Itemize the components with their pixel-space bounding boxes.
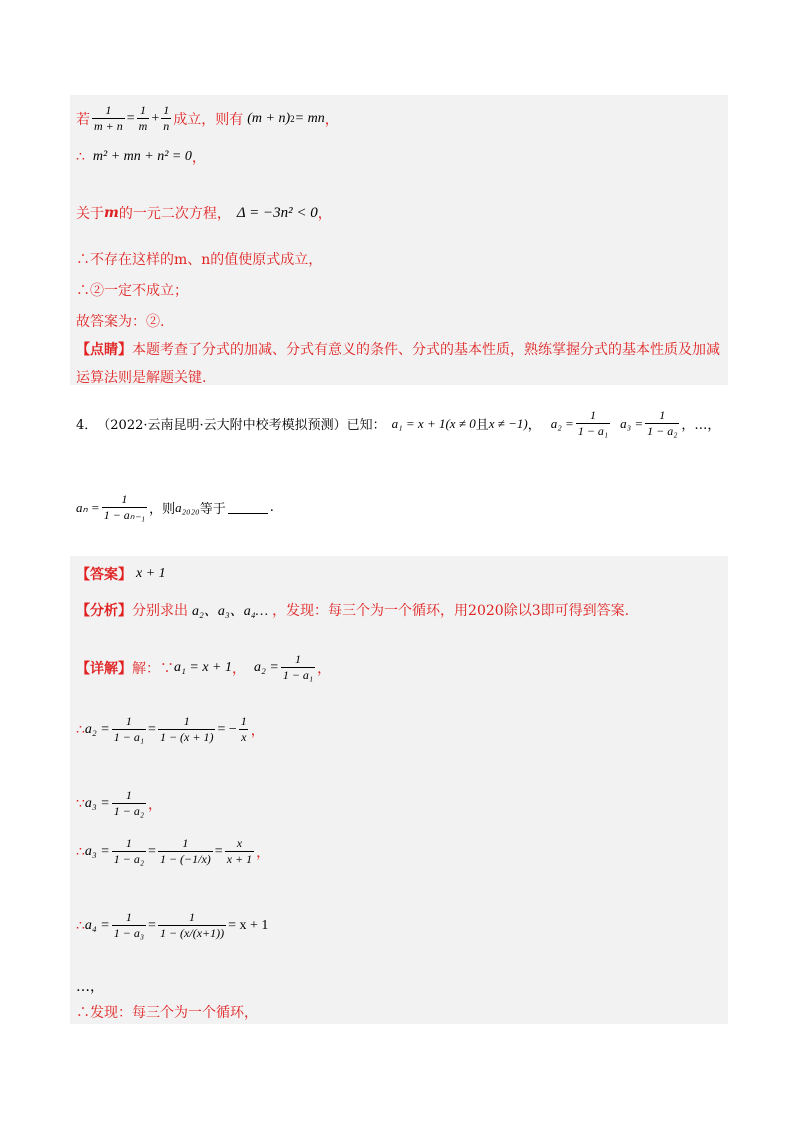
math-text: = x + 1 [228,917,269,933]
step-6 [76,1002,258,1022]
equals: = [126,110,135,126]
numerator: 1 [105,103,112,117]
detail-line [76,652,331,683]
text: 若 [76,111,90,128]
fraction [137,103,150,134]
tag: 【点睛】 [76,342,132,358]
math: x + 1 [136,566,166,581]
line-4 [76,249,322,269]
math-text: ∴发现：每三个为一个循环， [76,1005,258,1021]
text: ， [231,660,246,677]
detail-tag: 【详解】 [76,660,132,677]
text: 本题考查了分式的加减、分式有意义的条件、分式的基本性质，熟练掌握分式的基本性质及加减 [132,342,720,358]
math: a₂₀₂₀ [175,499,200,515]
text: 解：∵ [132,660,174,677]
math: a₂、a₃、a₄… [192,604,269,619]
fraction [112,788,146,819]
fraction [645,408,679,439]
denominator: 1 − a₁ [113,730,145,744]
line-2 [76,147,206,167]
fraction [225,836,254,867]
fraction [158,714,216,745]
text: 成立，则有 [173,111,244,128]
text: 等于 [199,502,226,517]
math: a₁ = x + 1 [174,659,232,675]
numerator: 1 [163,103,170,117]
text: 且 [475,418,489,433]
denominator: 1 − a₂ [113,804,145,818]
numerator: x [236,836,243,850]
math-text: = [148,843,156,859]
line-1 [76,103,339,134]
solution-block-1 [70,95,728,385]
math: a₂ = [550,415,574,431]
fraction [112,910,146,941]
denominator: x [241,730,247,744]
solution-block-2 [70,556,728,1024]
fraction [102,492,147,523]
text: ， [191,150,206,166]
fraction [281,652,315,683]
denominator: m [138,119,148,133]
math-text: 故答案为：②. [76,314,165,330]
numerator: 1 [125,836,132,850]
question-number: 4． [76,418,98,433]
denominator: 1 − a₁ [577,424,609,438]
math-text: = [214,843,223,859]
therefore-symbol: ∴ [76,843,85,860]
fraction [112,836,146,867]
math-text: = [148,917,156,933]
because-symbol: ∵ [76,795,85,812]
fraction [92,103,125,134]
therefore-symbol: ∴ [76,149,85,165]
math-text: ， [256,844,271,861]
numerator: 1 [183,714,190,728]
text: 关于 [76,206,104,222]
text: ，发现：每三个为一个循环，用2020除以3即可得到答案. [272,603,630,619]
math-text: ∴不存在这样的m、n的值使原式成立， [76,252,323,268]
numerator: 1 [125,910,132,924]
line-3 [76,203,332,223]
denominator: 1 − (−1/x) [159,852,211,866]
question-4-line-2 [76,492,274,523]
math: a₁ = x + 1(x ≠ 0 [391,415,476,431]
text: ，…， [681,418,721,433]
math: a₃ = [84,795,110,811]
math-text: 运算法则是解题关键. [76,370,207,386]
step-4 [76,910,268,941]
numerator: 1 [140,103,146,117]
numerator: 1 [125,714,132,728]
math: a₃ = [84,843,110,859]
plus: + [151,110,160,126]
numerator: 1 [294,652,301,666]
analysis-line [76,600,629,620]
math: Δ = −3n² < 0 [236,204,318,221]
line-8 [76,367,206,387]
fraction [158,910,226,941]
line-5 [76,280,188,300]
math-text: = − [217,721,237,737]
denominator: m + n [94,119,123,133]
superscript: 2 [290,113,295,124]
answer-blank [228,501,268,514]
fraction [161,103,171,134]
denominator: n [163,119,170,133]
denominator: 1 − (x/(x+1)) [159,926,225,940]
denominator: 1 − a₁ [282,668,314,682]
step-1 [76,714,265,745]
line-6 [76,311,164,331]
math: aₙ = [76,499,100,515]
text: ， [527,418,541,433]
question-source: （2022·云南昆明·云大附中校考模拟预测）已知： [97,418,386,433]
denominator: 1 − a₂ [647,424,678,438]
math: x ≠ −1) [488,415,528,431]
line-7 [76,339,720,359]
denominator: x + 1 [226,852,253,866]
numerator: 1 [121,492,128,506]
math: a₃ = [620,415,644,431]
denominator: 1 − a₂ [113,852,145,866]
answer-tag: 【答案】 [76,567,132,583]
math: a₄ = [84,917,110,933]
math: (m + n) [247,110,291,126]
answer-line [76,564,166,584]
therefore-symbol: ∴ [76,721,85,738]
fraction [239,714,249,745]
numerator: 1 [659,408,666,422]
text: 分别求出 [132,603,188,619]
math: a₂ = [84,721,110,737]
numerator: 1 [589,408,596,422]
numerator: 1 [125,788,132,802]
math-text: ， [250,722,265,739]
numerator: 1 [189,910,196,924]
math-text: ， [148,796,163,813]
analysis-tag: 【分析】 [76,603,132,619]
step-3 [76,836,270,867]
math: = mn [294,110,325,126]
variable: m [104,205,119,221]
math-text: ∴②一定不成立； [76,283,188,299]
text: ，则 [149,502,176,517]
fraction [112,714,146,745]
fraction [158,836,213,867]
text: ， [317,660,332,677]
denominator: 1 − (x + 1) [159,730,214,744]
numerator: 1 [182,836,189,850]
numerator: 1 [240,714,247,728]
therefore-symbol: ∴ [76,917,85,934]
math: a₂ = [253,659,279,675]
question-4-line-1 [76,408,720,439]
math: m² + mn + n² = 0 [92,149,192,164]
text: . [269,500,274,515]
text: ， [317,206,332,222]
denominator: 1 − aₙ₋₁ [103,508,146,522]
ellipsis-line [76,976,104,996]
step-2 [76,788,162,819]
math-text: = [148,721,156,737]
math-text: …， [76,979,104,995]
fraction [576,408,610,439]
denominator: 1 − a₃ [113,926,145,940]
text: 的一元二次方程， [118,206,231,222]
text: ， [324,111,339,128]
